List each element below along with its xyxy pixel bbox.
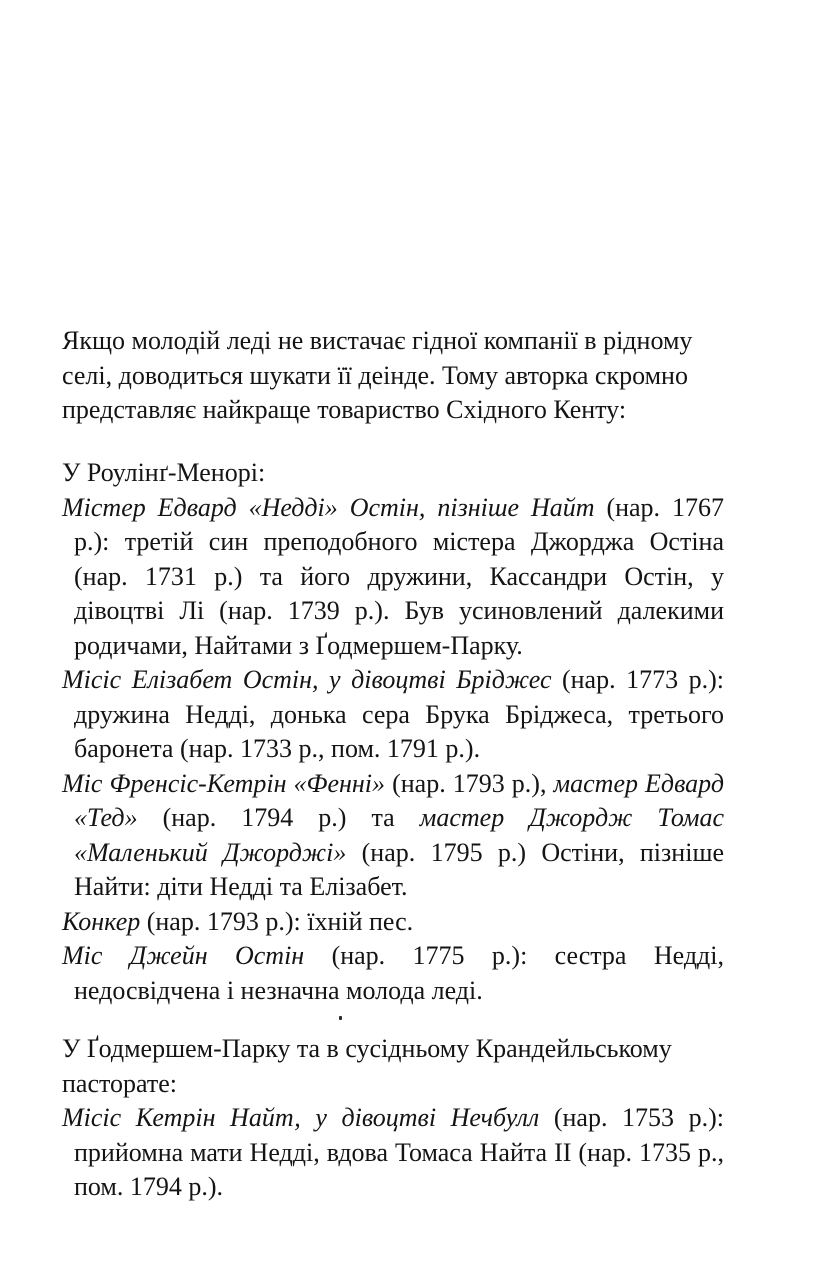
intro-line-3: представляє найкраще товариство Східного Кенту: — [62, 395, 627, 424]
entry-neddy — [62, 491, 724, 664]
section-heading: У Ґодмершем-Парку та в сусідньому Крандейльському пасторате: — [62, 1034, 672, 1098]
entry-text: (нар. 1793 р.): їхній пес. — [140, 906, 414, 936]
entry-elizabeth — [62, 663, 724, 767]
entry-name-2: мастер Едвард «Тед» — [74, 768, 724, 832]
entry-name: Міс Джейн Остін — [62, 941, 305, 970]
entry-text: (нар. 1767 р.): третій син преподобного містера Джорджа Остіна (нар. 1731 р.) та його дружини, Кассандри Остін, у дівоцтві Лі (нар. 1739 р.). Був усиновлений далекими родичами, Найтами з Ґодмершем-Парку. — [74, 492, 724, 660]
entry-name: Конкер — [62, 906, 141, 936]
entry-name: Міс Френсіс-Кетрін «Фенні» — [62, 768, 386, 798]
section-heading: У Роулінґ-Менорі: — [62, 458, 266, 487]
entry-children — [62, 767, 724, 905]
entry-name: Місіс Кетрін Найт, у дівоцтві Нечбулл — [62, 1103, 540, 1132]
section-godmersham-park — [62, 1032, 724, 1205]
entry-catherine-knight — [62, 1101, 724, 1205]
entry-jane — [62, 939, 724, 1008]
entry-text-2: (нар. 1794 р.) та — [137, 803, 420, 832]
section-rowling-manor — [62, 456, 724, 1008]
entry-text: (нар. 1773 р.): дружина Недді, донька сера Брука Бріджеса, третього баронета (нар. 1733 р., пом. 1791 р.). — [74, 665, 724, 763]
print-speck — [339, 1016, 342, 1020]
entry-text: (нар. 1793 р.), — [385, 768, 554, 798]
entry-conker — [62, 905, 724, 940]
entry-name: Містер Едвард «Недді» Остін, пізніше Найт — [62, 492, 595, 522]
entry-name: Місіс Елізабет Остін, у дівоцтві Бріджес — [62, 665, 552, 694]
entry-name-3: мастер Джордж Томас «Маленький Джорджі» — [74, 803, 725, 867]
intro-line-1: Якщо молодій леді не вистачає гідної компанії в рідному — [62, 326, 693, 355]
entry-text: (нар. 1775 р.): сестра Недді, недосвідчена і незначна молода леді. — [74, 941, 724, 1005]
intro-paragraph — [62, 324, 724, 428]
entry-text: (нар. 1753 р.): прийомна мати Недді, вдова Томаса Найта II (нар. 1735 р., пом. 1794 р.). — [74, 1103, 724, 1201]
entry-text-3: (нар. 1795 р.) Остіни, пізніше Найти: діти Недді та Елізабет. — [74, 837, 724, 901]
intro-line-2: селі, доводиться шукати її деінде. Тому авторка скромно — [62, 360, 688, 390]
